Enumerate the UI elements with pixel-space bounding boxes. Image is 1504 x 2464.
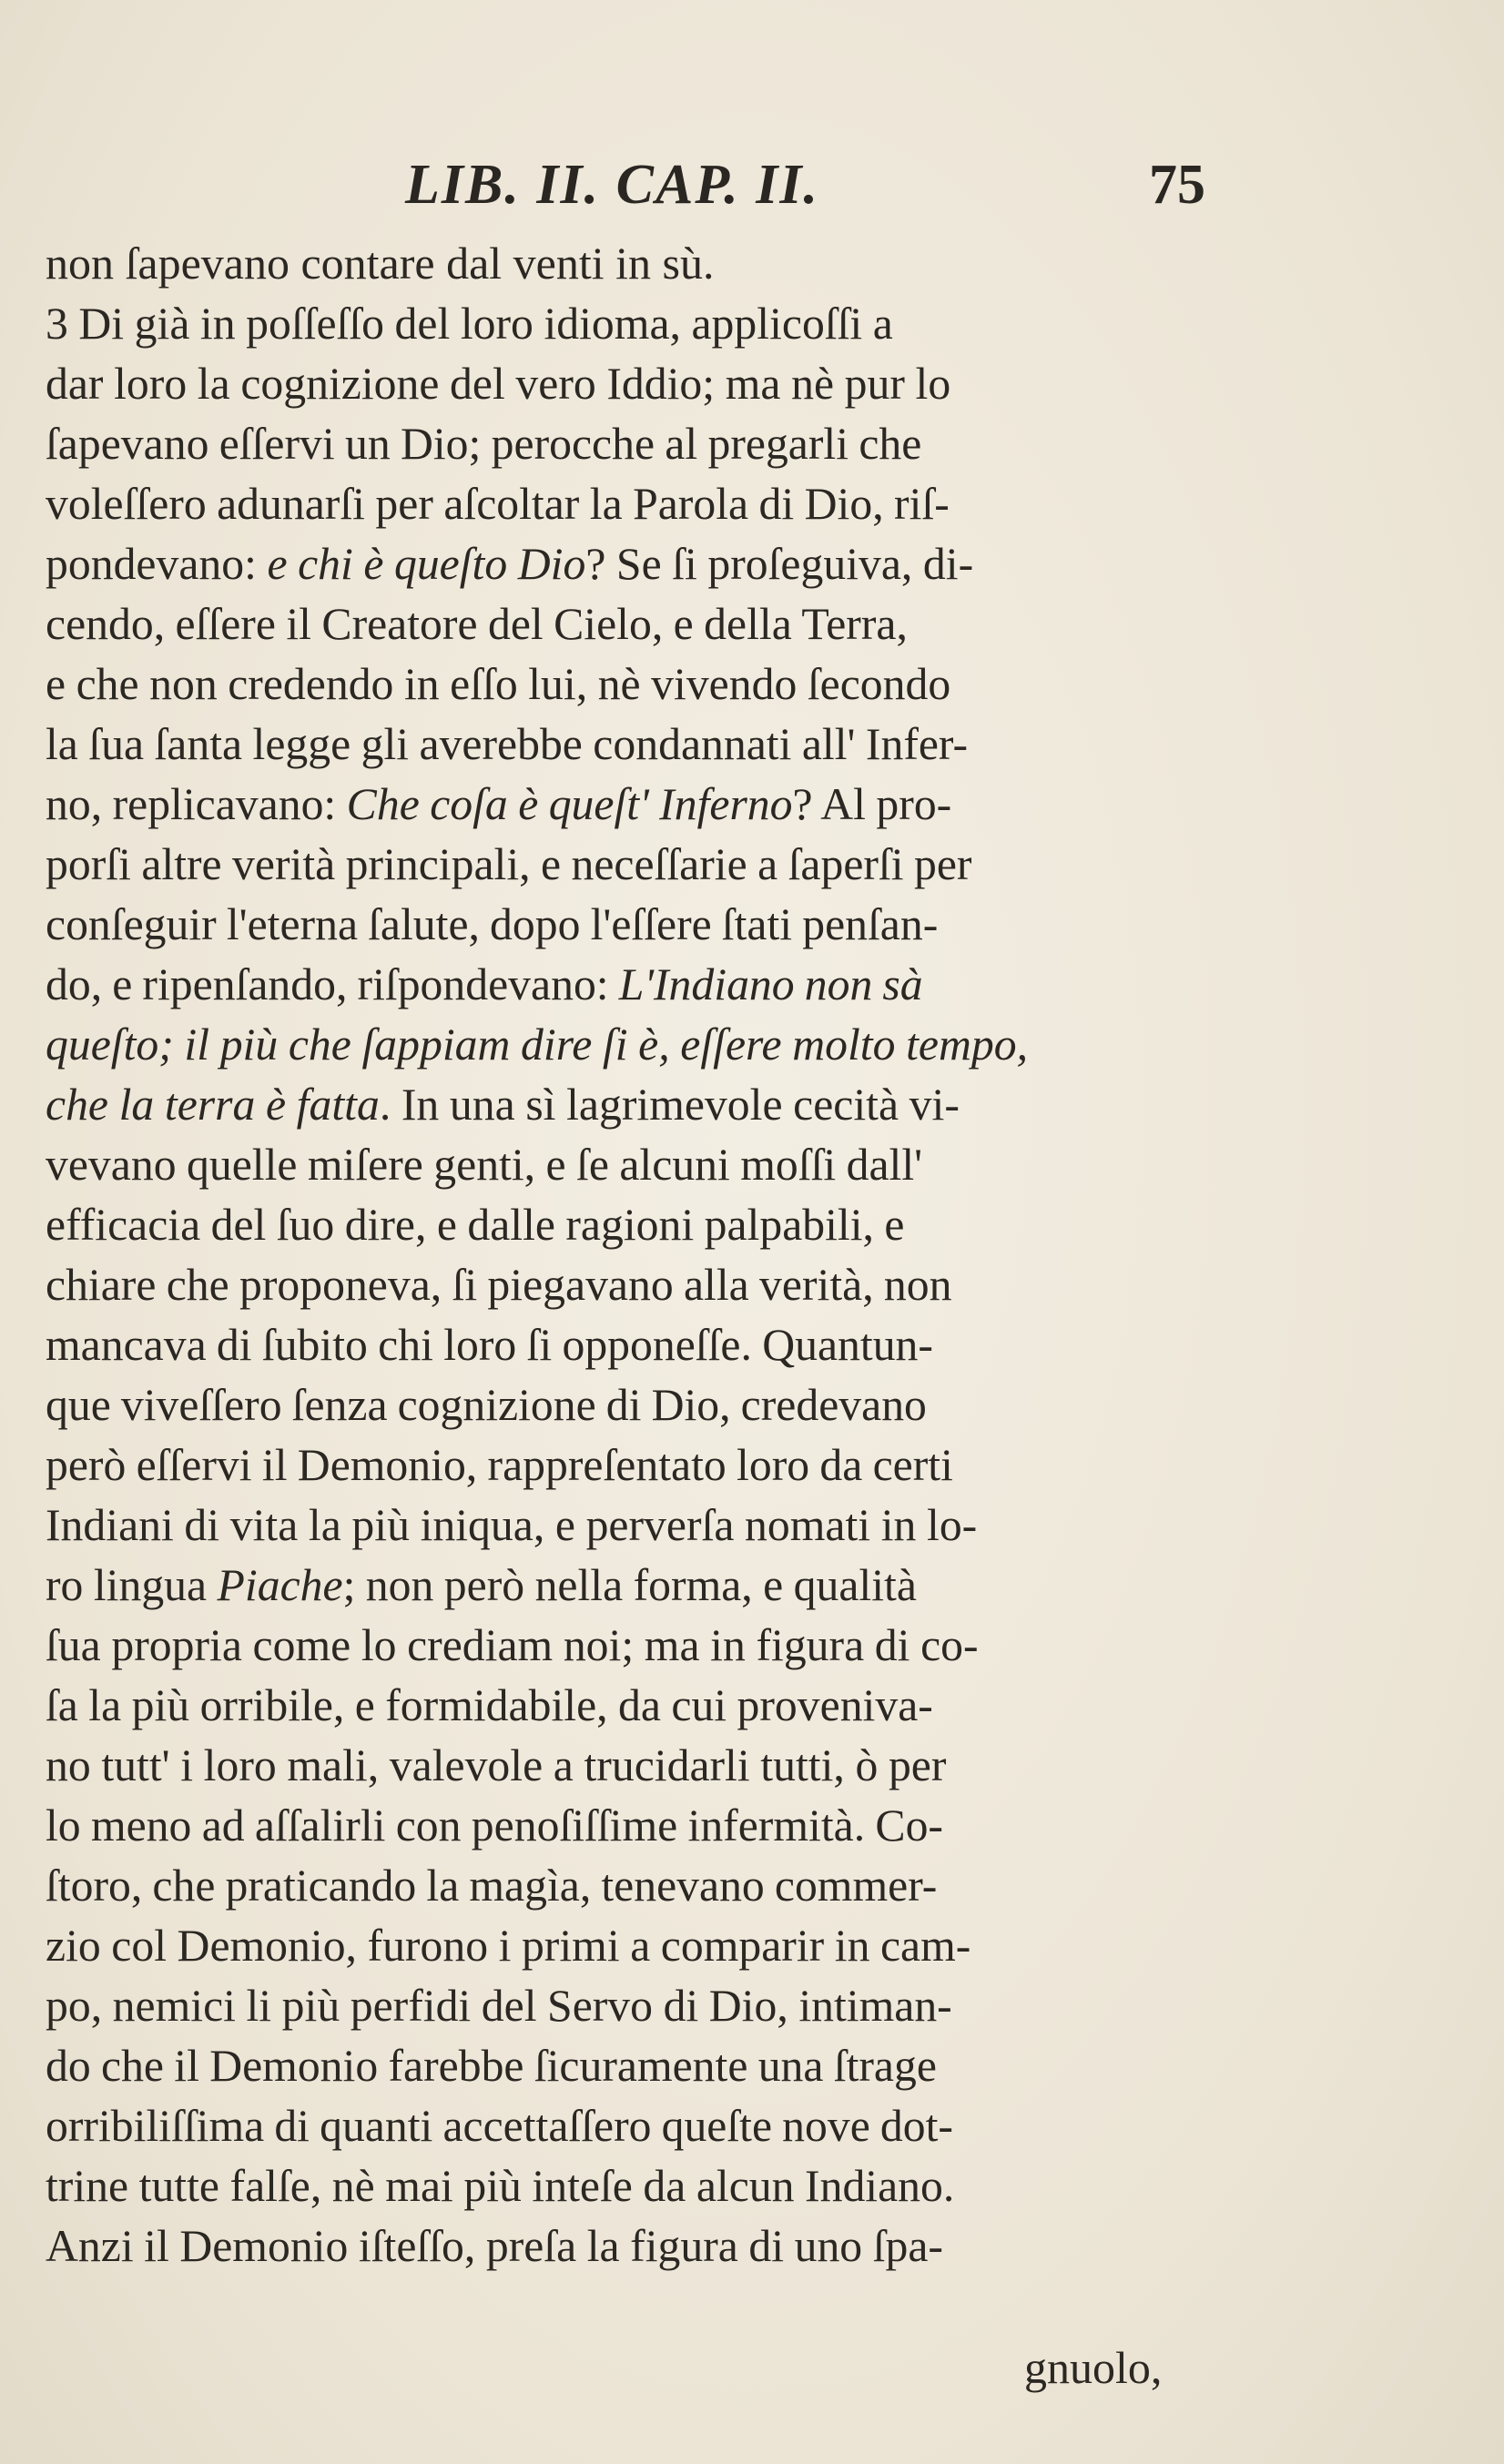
text-line [46, 774, 1295, 834]
text-line [46, 1675, 1295, 1735]
italic-text: che la terra è fatta [46, 1079, 380, 1130]
roman-text: ro lingua [46, 1559, 218, 1610]
text-line [46, 1615, 1295, 1675]
roman-text: lo meno ad aſſalirli con penoſiſſime infermità. Co- [46, 1800, 943, 1851]
roman-text: pondevano: [46, 538, 268, 589]
roman-text: ſa la più orribile, e formidabile, da cui proveniva- [46, 1679, 933, 1730]
text-line [46, 413, 1295, 473]
roman-text: ; non però nella forma, e qualità [342, 1559, 917, 1610]
text-line [46, 1194, 1295, 1254]
roman-text: ? Al pro- [792, 778, 952, 829]
text-line [46, 1915, 1295, 1975]
text-line [46, 1254, 1295, 1314]
roman-text: efficacia del ſuo dire, e dalle ragioni palpabili, e [46, 1199, 905, 1250]
text-line [46, 233, 1302, 293]
italic-text: L'Indiano non sà [618, 958, 923, 1009]
roman-text: ſua propria come lo crediam noi; ma in figura di co- [46, 1619, 979, 1670]
text-line [46, 353, 1295, 413]
roman-text: do, e ripenſando, riſpondevano: [46, 958, 619, 1009]
roman-text: ſtoro, che praticando la magìa, tenevano commer- [46, 1860, 938, 1911]
roman-text: orribiliſſima di quanti accettaſſero queſte nove dot- [46, 2100, 953, 2151]
body-text [46, 233, 1302, 2276]
text-line [46, 2095, 1295, 2155]
roman-text: conſeguir l'eterna ſalute, dopo l'eſſere ſtati penſan- [46, 898, 939, 949]
text-line [46, 473, 1295, 533]
text-line [46, 1134, 1295, 1194]
text-line [46, 894, 1295, 954]
text-line [46, 1735, 1295, 1795]
text-line [46, 834, 1295, 894]
page-header [0, 153, 1504, 235]
roman-text: voleſſero adunarſi per aſcoltar la Parola di Dio, riſ- [46, 478, 950, 529]
italic-text: Che coſa è queſt' Inferno [346, 778, 793, 829]
roman-text: Indiani di vita la più iniqua, e perverſa nomati in lo- [46, 1499, 978, 1550]
roman-text: que viveſſero ſenza cognizione di Dio, credevano [46, 1379, 927, 1430]
text-line [46, 293, 1295, 353]
text-line [46, 1795, 1295, 1855]
roman-text: 3 Di già in poſſeſſo del loro idioma, applicoſſi a [46, 298, 893, 349]
italic-text: queſto; il più che ſappiam dire ſi è, eſſere molto tempo, [46, 1019, 1029, 1070]
roman-text: dar loro la cognizione del vero Iddio; ma nè pur lo [46, 358, 951, 409]
text-line [46, 1555, 1295, 1615]
roman-text: no tutt' i loro mali, valevole a trucidarli tutti, ò per [46, 1739, 947, 1790]
text-line [46, 654, 1295, 714]
page-number: 75 [1149, 154, 1205, 216]
text-line [46, 1435, 1295, 1495]
roman-text: . In una sì lagrimevole cecità vi- [379, 1079, 960, 1130]
roman-text: porſi altre verità principali, e neceſſarie a ſaperſi per [46, 838, 972, 889]
text-line [46, 593, 1295, 654]
roman-text: po, nemici li più perfidi del Servo di Dio, intiman- [46, 1980, 952, 2031]
text-line [46, 1855, 1295, 1915]
roman-text: do che il Demonio farebbe ſicuramente una ſtrage [46, 2040, 937, 2091]
text-line [46, 1495, 1295, 1555]
italic-text: Piache [217, 1559, 343, 1610]
roman-text: però eſſervi il Demonio, rappreſentato loro da certi [46, 1439, 953, 1490]
roman-text: vevano quelle miſere genti, e ſe alcuni moſſi dall' [46, 1139, 923, 1190]
text-line [46, 1014, 1295, 1074]
text-line [46, 2216, 1295, 2276]
roman-text: chiare che proponeva, ſi piegavano alla verità, non [46, 1259, 952, 1310]
roman-text: ? Se ſi proſeguiva, di- [585, 538, 974, 589]
roman-text: no, replicavano: [46, 778, 347, 829]
roman-text: cendo, eſſere il Creatore del Cielo, e della Terra, [46, 598, 908, 649]
text-line [46, 954, 1295, 1014]
text-line [46, 714, 1295, 774]
text-line [46, 1975, 1295, 2035]
catchword: gnuolo, [1024, 2342, 1163, 2393]
running-title: LIB. II. CAP. II. [405, 154, 819, 216]
text-line [46, 1374, 1295, 1435]
text-line [46, 533, 1295, 593]
italic-text: e chi è queſto Dio [267, 538, 586, 589]
roman-text: trine tutte falſe, nè mai più inteſe da alcun Indiano. [46, 2160, 955, 2211]
roman-text: Anzi il Demonio iſteſſo, preſa la figura di uno ſpa- [46, 2220, 943, 2271]
text-line [46, 2035, 1295, 2095]
roman-text: ſapevano eſſervi un Dio; perocche al pregarli che [46, 418, 922, 469]
text-line [46, 1074, 1295, 1134]
text-line [46, 2155, 1295, 2216]
text-line [46, 1314, 1295, 1374]
roman-text: zio col Demonio, furono i primi a comparir in cam- [46, 1920, 971, 1971]
roman-text: non ſapevano contare dal venti in sù. [46, 238, 715, 289]
roman-text: e che non credendo in eſſo lui, nè vivendo ſecondo [46, 658, 951, 709]
roman-text: mancava di ſubito chi loro ſi opponeſſe. Quantun- [46, 1319, 933, 1370]
roman-text: la ſua ſanta legge gli averebbe condannati all' Infer- [46, 718, 969, 769]
